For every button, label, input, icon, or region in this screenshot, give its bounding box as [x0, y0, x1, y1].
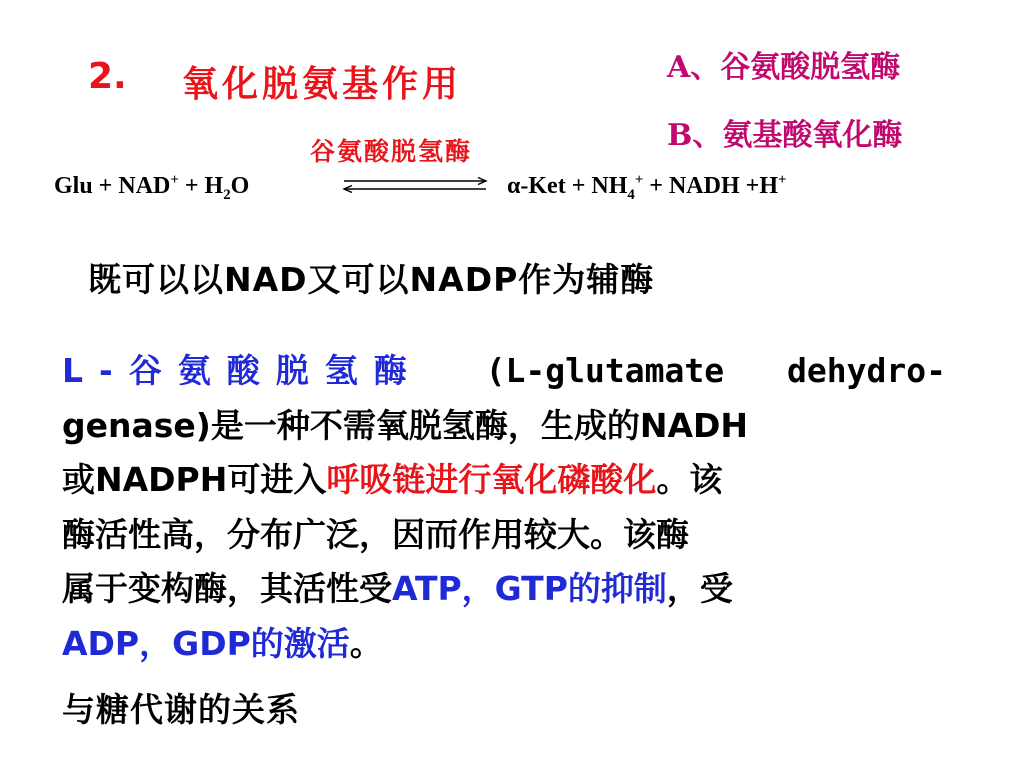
- reactant-text-3: O: [230, 173, 250, 199]
- enzyme-name: L-谷氨酸脱氢酶: [62, 351, 423, 390]
- para-line-2-text: genase)是一种不需氧脱氢酶，生成的NADH: [62, 405, 749, 445]
- reactant-text-1: Glu + NAD: [54, 173, 171, 199]
- para-line-2: [62, 399, 946, 454]
- activators-highlight: ADP，GDP的激活: [62, 623, 350, 663]
- product-text-1: α-Ket + NH: [507, 173, 628, 199]
- reaction-reactants: [54, 172, 249, 204]
- reaction-products: [507, 172, 786, 204]
- product-text-2: + NADH +H: [643, 173, 778, 199]
- para-line-5: [62, 562, 946, 617]
- section-number: 2.: [88, 56, 127, 97]
- water-subscript: 2: [223, 186, 231, 203]
- ammonium-charge: +: [634, 172, 644, 188]
- reactant-text-2: + H: [178, 173, 224, 199]
- ammonium-subscript: 4: [627, 186, 635, 203]
- english-name-part2: dehydro-: [787, 351, 946, 390]
- section-title: 氧化脱氨基作用: [182, 64, 463, 105]
- para-line-5-text-a: 属于变构酶，其活性受: [62, 569, 392, 608]
- proton-charge: +: [777, 172, 787, 188]
- reversible-arrow-icon: [340, 177, 490, 193]
- para-line-3: [62, 453, 946, 508]
- footer-heading: 与糖代谢的关系: [62, 690, 300, 729]
- option-a: A、谷氨酸脱氢酶: [667, 50, 901, 85]
- inhibitors-highlight: ATP，GTP的抑制: [392, 569, 667, 608]
- reaction-enzyme-label: 谷氨酸脱氢酶: [310, 137, 473, 166]
- coenzyme-note: 既可以以NAD又可以NADP作为辅酶: [88, 260, 655, 299]
- english-name-part1: (L-glutamate: [485, 351, 725, 390]
- nad-charge: +: [170, 172, 179, 188]
- para-line-1: [62, 344, 946, 399]
- para-line-3-text-b: 。该: [656, 460, 723, 499]
- respiratory-chain-highlight: 呼吸链进行氧化磷酸化: [326, 460, 657, 499]
- para-line-3-text-a: 或NADPH可进入: [62, 460, 327, 499]
- enzyme-description: [62, 344, 946, 671]
- para-line-6-text-b: 。: [349, 623, 383, 663]
- para-line-6: [62, 617, 946, 672]
- para-line-5-text-b: ，受: [666, 569, 733, 608]
- para-line-4: [62, 508, 946, 563]
- option-b: B、氨基酸氧化酶: [667, 118, 903, 153]
- para-line-4-text: 酶活性高，分布广泛，因而作用较大。该酶: [62, 514, 689, 554]
